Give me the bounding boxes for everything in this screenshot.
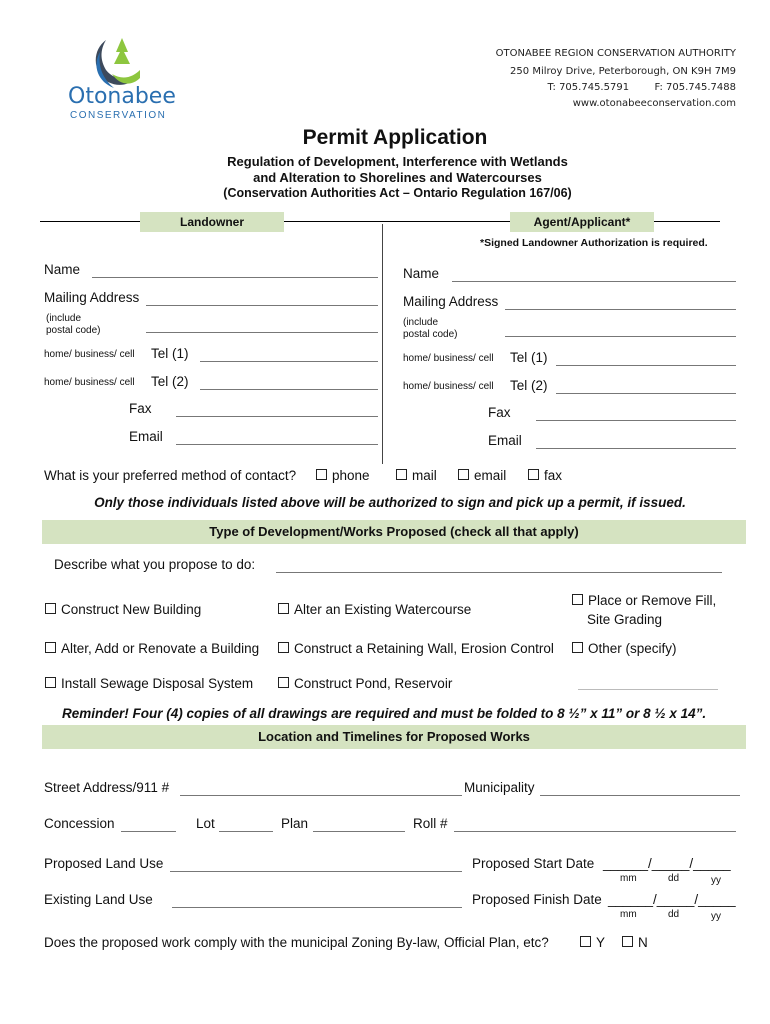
checkbox-icon [278,603,289,614]
contact-option-phone[interactable] [316,468,370,483]
landowner-name-field[interactable] [92,276,378,278]
agent-postal-field[interactable] [505,335,736,337]
lot-label: Lot [196,816,215,831]
org-name: OTONABEE REGION CONSERVATION AUTHORITY [495,48,736,59]
work-option-label: Construct a Retaining Wall, Erosion Control [294,641,554,656]
work-option-label: Other (specify) [588,641,677,656]
landowner-tel2-type: home/ business/ cell [44,377,135,388]
agent-mailing-label: Mailing Address [403,294,499,309]
agent-fax-label: Fax [488,405,511,420]
contact-option-label: email [474,468,507,483]
landowner-include: (include [46,313,82,324]
finish-date-label: Proposed Finish Date [472,892,602,907]
roll-field[interactable] [454,830,736,832]
landowner-header: Landowner [140,212,284,232]
work-option-alter-watercourse[interactable] [278,602,471,617]
agent-mailing-field[interactable] [505,308,736,310]
contact-option-fax[interactable] [528,468,562,483]
street-field[interactable] [180,794,462,796]
landowner-fax-label: Fax [129,401,152,416]
agent-include: (include [403,317,439,328]
work-option-label: Alter, Add or Renovate a Building [61,641,260,656]
contact-option-label: phone [332,468,370,483]
work-option-label: Alter an Existing Watercourse [294,602,472,617]
agent-tel2-label: Tel (2) [510,378,548,393]
comply-no-label: N [638,935,648,950]
agent-tel2-field[interactable] [556,392,736,394]
proposed-use-label: Proposed Land Use [44,856,164,871]
landowner-postal: postal code) [46,325,101,336]
agent-email-label: Email [488,433,522,448]
start-mm: mm [620,873,637,884]
checkbox-icon [45,642,56,653]
contact-option-email[interactable] [458,468,506,483]
landowner-email-label: Email [129,429,163,444]
landowner-mailing-label: Mailing Address [44,290,140,305]
landowner-tel1-label: Tel (1) [151,346,189,361]
agent-postal: postal code) [403,329,458,340]
proposed-use-field[interactable] [170,870,462,872]
existing-use-label: Existing Land Use [44,892,153,907]
finish-dd: dd [668,909,680,920]
work-option-label: Construct Pond, Reservoir [294,676,453,691]
work-option-sewage[interactable] [45,676,253,691]
org-phone: T: 705.745.5791 F: 705.745.7488 [547,82,736,93]
contact-question: What is your preferred method of contact? [44,468,297,483]
logo-text: Otonabee [68,84,176,109]
checkbox-icon [572,642,583,653]
municipality-label: Municipality [464,780,535,795]
work-option-new-building[interactable] [45,602,201,617]
work-option-fill[interactable] [572,593,716,608]
agent-header: Agent/Applicant* [510,212,654,232]
agent-tel1-field[interactable] [556,364,736,366]
checkbox-icon [572,594,583,605]
work-option-renovate[interactable] [45,641,259,656]
work-option-pond[interactable] [278,676,452,691]
checkbox-icon [528,469,539,480]
work-option-label: Construct New Building [61,602,202,617]
work-option-fill-line2: Site Grading [587,612,663,627]
landowner-email-field[interactable] [176,443,378,445]
landowner-postal-field[interactable] [146,331,378,333]
agent-tel1-type: home/ business/ cell [403,353,494,364]
agent-name-label: Name [403,266,440,281]
works-header: Type of Development/Works Proposed (check all that apply) [42,520,746,544]
finish-date-field[interactable]: ______/_____/_____ [608,892,736,907]
works-describe-label: Describe what you propose to do: [54,557,256,572]
checkbox-icon [396,469,407,480]
checkbox-icon [458,469,469,480]
contact-option-label: fax [544,468,563,483]
agent-tel2-type: home/ business/ cell [403,381,494,392]
location-header: Location and Timelines for Proposed Works [42,725,746,749]
landowner-tel2-label: Tel (2) [151,374,189,389]
agent-tel1-label: Tel (1) [510,350,548,365]
comply-question: Does the proposed work comply with the municipal Zoning By-law, Official Plan, etc? [44,935,549,950]
agent-fax-field[interactable] [536,419,736,421]
checkbox-icon [278,677,289,688]
subtitle-2: and Alteration to Shorelines and Watercourses [253,170,542,185]
page-title: Permit Application [302,126,488,149]
landowner-name-label: Name [44,262,81,277]
comply-yes[interactable] [580,935,605,950]
landowner-fax-field[interactable] [176,415,378,417]
work-other-field[interactable] [578,688,718,690]
work-option-label: Place or Remove Fill, [588,593,717,608]
org-website: www.otonabeeconservation.com [572,98,736,109]
start-dd: dd [668,873,680,884]
authorized-note: Only those individuals listed above will be authorized to sign and pick up a permit, if issued. [94,495,686,510]
works-describe-field[interactable] [276,571,722,573]
street-label: Street Address/911 # [44,780,170,795]
comply-yes-label: Y [596,935,606,950]
landowner-tel2-field[interactable] [200,388,378,390]
concession-label: Concession [44,816,115,831]
agent-email-field[interactable] [536,447,736,449]
checkbox-icon [622,936,633,947]
start-yy: yy [711,875,721,886]
subtitle-3: (Conservation Authorities Act – Ontario Regulation 167/06) [223,186,572,200]
plan-label: Plan [281,816,309,831]
landowner-tel1-type: home/ business/ cell [44,349,135,360]
finish-yy: yy [711,911,721,922]
checkbox-icon [316,469,327,480]
rule-right [654,221,720,222]
agent-name-field[interactable] [452,280,736,282]
municipality-field[interactable] [540,794,740,796]
start-date-label: Proposed Start Date [472,856,595,871]
existing-use-field[interactable] [172,906,462,908]
finish-mm: mm [620,909,637,920]
column-divider [382,224,383,464]
rule-middle [284,221,510,222]
logo-subtext: CONSERVATION [70,110,167,121]
comply-no[interactable] [622,935,648,950]
works-reminder: Reminder! Four (4) copies of all drawings are required and must be folded to 8 ½” x 11” or 8 ½ x 14”. [62,706,707,721]
contact-option-mail[interactable] [396,468,437,483]
work-option-label: Install Sewage Disposal System [61,676,254,691]
contact-option-label: mail [412,468,437,483]
work-option-other[interactable] [572,641,677,656]
agent-note: *Signed Landowner Authorization is required. [480,237,708,249]
start-date-field[interactable]: ______/_____/_____ [603,856,731,871]
lot-field[interactable] [219,830,273,832]
work-option-retaining-wall[interactable] [278,641,554,656]
plan-field[interactable] [313,830,405,832]
checkbox-icon [45,677,56,688]
subtitle-1: Regulation of Development, Interference with Wetlands [227,154,568,169]
landowner-mailing-field[interactable] [146,304,378,306]
org-address: 250 Milroy Drive, Peterborough, ON K9H 7M9 [510,66,736,77]
roll-label: Roll # [413,816,448,831]
rule-left [40,221,140,222]
checkbox-icon [278,642,289,653]
concession-field[interactable] [121,830,176,832]
checkbox-icon [580,936,591,947]
checkbox-icon [45,603,56,614]
landowner-tel1-field[interactable] [200,360,378,362]
